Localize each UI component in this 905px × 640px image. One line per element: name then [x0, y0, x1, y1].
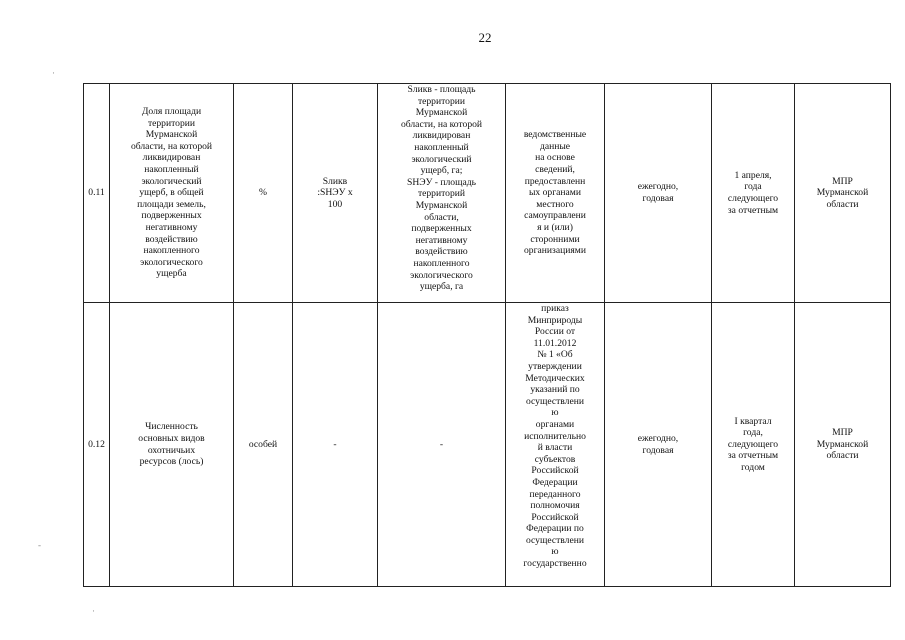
formula-cell: Sликв :SНЭУ х 100 [293, 84, 378, 303]
definitions-cell: - [378, 303, 506, 587]
table-row [84, 303, 891, 587]
deadline-cell: I квартал года, следующего за отчетным годом [712, 303, 795, 587]
scan-speck: - [38, 540, 41, 550]
row-index: 0.11 [84, 84, 110, 303]
periodicity-cell: ежегодно, годовая [605, 303, 712, 587]
responsible-cell: МПР Мурманской области [795, 84, 891, 303]
unit-cell: % [234, 84, 293, 303]
deadline-cell: 1 апреля, года следующего за отчетным [712, 84, 795, 303]
scan-speck: · [52, 68, 55, 78]
periodicity-cell: ежегодно, годовая [605, 84, 712, 303]
table-row [84, 84, 891, 303]
indicator-name: Доля площади территории Мурманской области, на которой ликвидирован накопленный экологический ущерб, в общей площади земель, подверженных негативному воздействию накопленного экологического ущерба [110, 84, 234, 303]
scan-speck: · [92, 606, 95, 616]
definitions-cell: Sликв - площадь территории Мурманской области, на которой ликвидирован накопленный экологический ущерб, га; SНЭУ - площадь территорий Мурманской области, подверженных негативному воздействию накопленного экологического ущерба, га [378, 84, 506, 303]
page-number: 22 [478, 30, 492, 45]
source-cell: ведомственные данные на основе сведений, предоставленн ых органами местного самоуправлени я и (или) сторонними организациями [506, 84, 605, 303]
indicator-table [83, 83, 891, 587]
formula-cell: - [293, 303, 378, 587]
responsible-cell: МПР Мурманской области [795, 303, 891, 587]
unit-cell: особей [234, 303, 293, 587]
source-cell: приказ Минприроды России от 11.01.2012 № 1 «Об утверждении Методических указаний по осуществлени ю органами исполнительно й власти субъектов Российской Федерации переданного полномочия Российской Федерации по осуществлени ю государственно [506, 303, 605, 587]
indicator-name: Численность основных видов охотничьих ресурсов (лось) [110, 303, 234, 587]
row-index: 0.12 [84, 303, 110, 587]
